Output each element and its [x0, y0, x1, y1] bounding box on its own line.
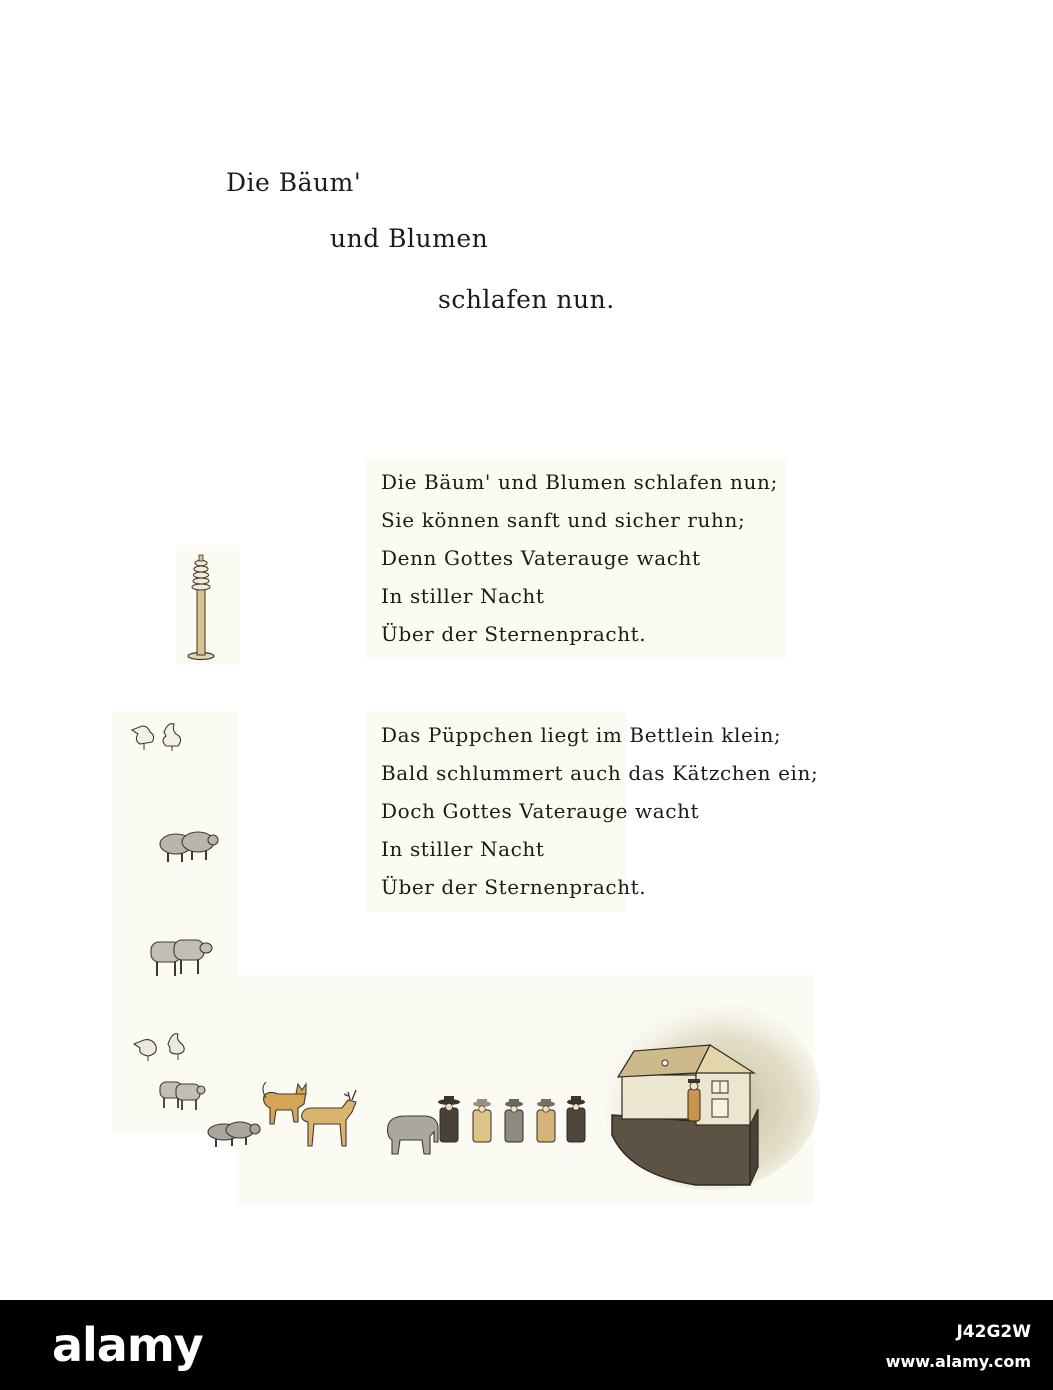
stanza-1 [381, 463, 801, 653]
noahs-ark-icon [600, 985, 814, 1190]
pair-of-doves [130, 1024, 196, 1064]
title-line-1: Die Bäum' [226, 168, 362, 197]
stanza-2 [381, 716, 819, 906]
verse-line: In stiller Nacht [381, 837, 545, 861]
verse-line: Über der Sternenpracht. [381, 875, 647, 899]
wooden-toy-tree-icon [176, 545, 240, 665]
watermark-url: www.alamy.com [885, 1352, 1031, 1371]
noah-figure [436, 1094, 462, 1144]
pair-of-sheep [148, 932, 214, 982]
verse-line: Bald schlummert auch das Kätzchen ein; [381, 761, 819, 785]
noah-figure [564, 1094, 588, 1144]
title-line-3: schlafen nun. [438, 285, 615, 314]
verse-line: In stiller Nacht [381, 584, 545, 608]
verse-line: Doch Gottes Vaterauge wacht [381, 799, 700, 823]
title-line-2: und Blumen [330, 224, 489, 253]
alamy-logo: alamy [52, 1318, 203, 1372]
noah-figure [534, 1098, 558, 1144]
elephant [384, 1112, 442, 1158]
watermark-footer [0, 1300, 1053, 1390]
verse-line: Denn Gottes Vaterauge wacht [381, 546, 701, 570]
verse-line: Über der Sternenpracht. [381, 622, 647, 646]
verse-line: Sie können sanft und sicher ruhn; [381, 508, 746, 532]
verse-line: Das Püppchen liegt im Bettlein klein; [381, 723, 782, 747]
image-id: J42G2W [956, 1322, 1031, 1342]
verse-line: Die Bäum' und Blumen schlafen nun; [381, 470, 778, 494]
animal-column-tint [112, 712, 238, 1132]
pair-of-pigs [156, 822, 220, 866]
pair-of-geese [128, 716, 194, 754]
deer [298, 1090, 364, 1152]
noah-figure [470, 1098, 494, 1144]
pair-of-sheep [158, 1076, 206, 1112]
noah-figure [502, 1098, 526, 1144]
pair-of-pigs [204, 1116, 262, 1150]
